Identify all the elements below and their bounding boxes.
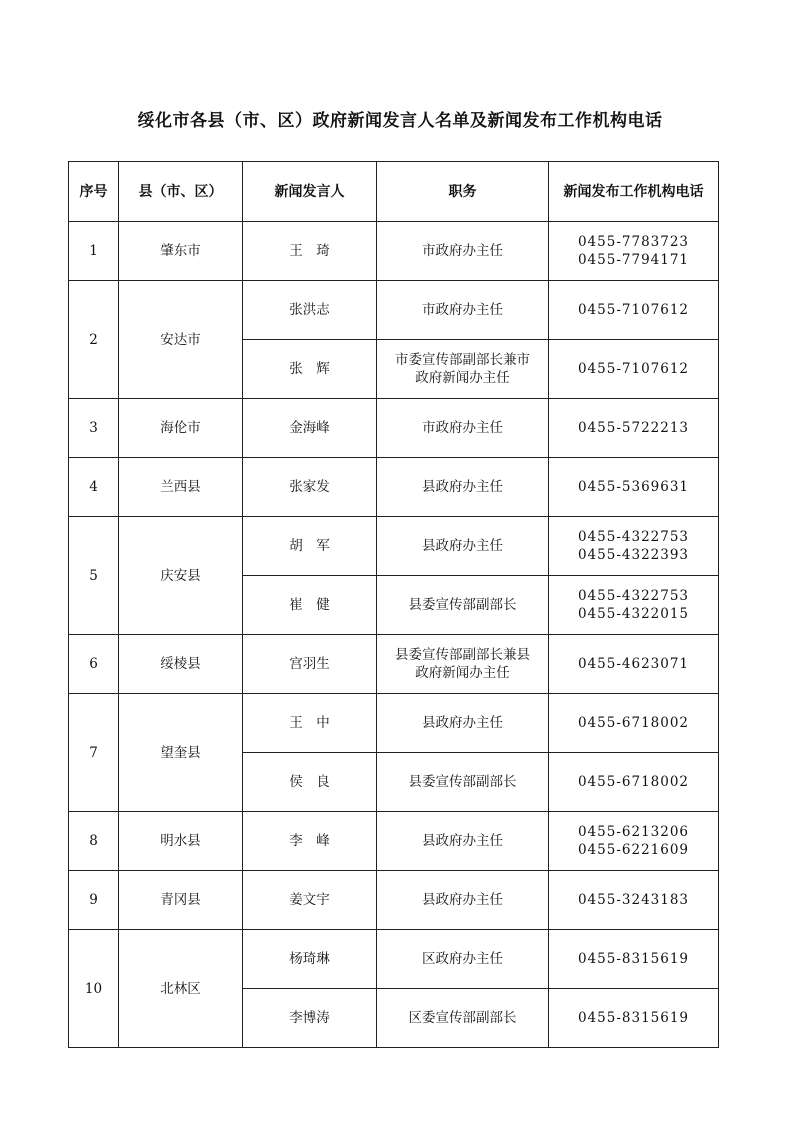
phone: 0455-8315619	[549, 930, 719, 989]
county-name: 肇东市	[119, 222, 243, 281]
spokesperson-name: 宫羽生	[243, 635, 377, 694]
table-row	[69, 517, 719, 576]
county-name: 北林区	[119, 930, 243, 1048]
header-no: 序号	[69, 162, 119, 222]
position: 县委宣传部副部长	[377, 576, 549, 635]
row-number: 9	[69, 871, 119, 930]
table-row	[69, 812, 719, 871]
phone: 0455-4623071	[549, 635, 719, 694]
table-row	[69, 399, 719, 458]
spokesperson-name: 张家发	[243, 458, 377, 517]
row-number: 8	[69, 812, 119, 871]
county-name: 兰西县	[119, 458, 243, 517]
position: 区政府办主任	[377, 930, 549, 989]
county-name: 庆安县	[119, 517, 243, 635]
row-number: 2	[69, 281, 119, 399]
spokesperson-name: 李 峰	[243, 812, 377, 871]
row-number: 5	[69, 517, 119, 635]
position: 市政府办主任	[377, 399, 549, 458]
spokesperson-name: 李博涛	[243, 989, 377, 1048]
phone: 0455-6718002	[549, 694, 719, 753]
spokesperson-name: 王 琦	[243, 222, 377, 281]
spokesperson-table	[68, 161, 719, 1048]
county-name: 明水县	[119, 812, 243, 871]
spokesperson-name: 张洪志	[243, 281, 377, 340]
position: 区委宣传部副部长	[377, 989, 549, 1048]
page-title: 绥化市各县（市、区）政府新闻发言人名单及新闻发布工作机构电话	[137, 111, 663, 131]
header-position: 职务	[377, 162, 549, 222]
header-county: 县（市、区）	[119, 162, 243, 222]
spokesperson-name: 王 中	[243, 694, 377, 753]
position: 县政府办主任	[377, 517, 549, 576]
row-number: 1	[69, 222, 119, 281]
row-number: 6	[69, 635, 119, 694]
spokesperson-name: 杨琦琳	[243, 930, 377, 989]
county-name: 海伦市	[119, 399, 243, 458]
table-row	[69, 694, 719, 753]
table-row	[69, 635, 719, 694]
phone: 0455-5369631	[549, 458, 719, 517]
row-number: 7	[69, 694, 119, 812]
position: 县政府办主任	[377, 458, 549, 517]
position: 县委宣传部副部长	[377, 753, 549, 812]
position: 县政府办主任	[377, 694, 549, 753]
spokesperson-name: 侯 良	[243, 753, 377, 812]
phone: 0455-6213206 0455-6221609	[549, 812, 719, 871]
position: 市政府办主任	[377, 281, 549, 340]
position: 市委宣传部副部长兼市 政府新闻办主任	[377, 340, 549, 399]
position: 县政府办主任	[377, 812, 549, 871]
phone: 0455-7107612	[549, 340, 719, 399]
position: 县政府办主任	[377, 871, 549, 930]
table-row	[69, 222, 719, 281]
county-name: 安达市	[119, 281, 243, 399]
row-number: 3	[69, 399, 119, 458]
table-row	[69, 458, 719, 517]
county-name: 望奎县	[119, 694, 243, 812]
phone: 0455-8315619	[549, 989, 719, 1048]
table-header-row	[69, 162, 719, 222]
spokesperson-name: 姜文宇	[243, 871, 377, 930]
phone: 0455-3243183	[549, 871, 719, 930]
phone: 0455-7783723 0455-7794171	[549, 222, 719, 281]
phone: 0455-7107612	[549, 281, 719, 340]
county-name: 青冈县	[119, 871, 243, 930]
header-phone: 新闻发布工作机构电话	[549, 162, 719, 222]
table-row	[69, 930, 719, 989]
row-number: 4	[69, 458, 119, 517]
spokesperson-name: 胡 军	[243, 517, 377, 576]
spokesperson-name: 崔 健	[243, 576, 377, 635]
header-spokesperson: 新闻发言人	[243, 162, 377, 222]
spokesperson-name: 金海峰	[243, 399, 377, 458]
row-number: 10	[69, 930, 119, 1048]
county-name: 绥棱县	[119, 635, 243, 694]
phone: 0455-4322753 0455-4322015	[549, 576, 719, 635]
phone: 0455-5722213	[549, 399, 719, 458]
position: 县委宣传部副部长兼县 政府新闻办主任	[377, 635, 549, 694]
phone: 0455-6718002	[549, 753, 719, 812]
table-row	[69, 871, 719, 930]
phone: 0455-4322753 0455-4322393	[549, 517, 719, 576]
position: 市政府办主任	[377, 222, 549, 281]
spokesperson-name: 张 辉	[243, 340, 377, 399]
table-row	[69, 281, 719, 340]
